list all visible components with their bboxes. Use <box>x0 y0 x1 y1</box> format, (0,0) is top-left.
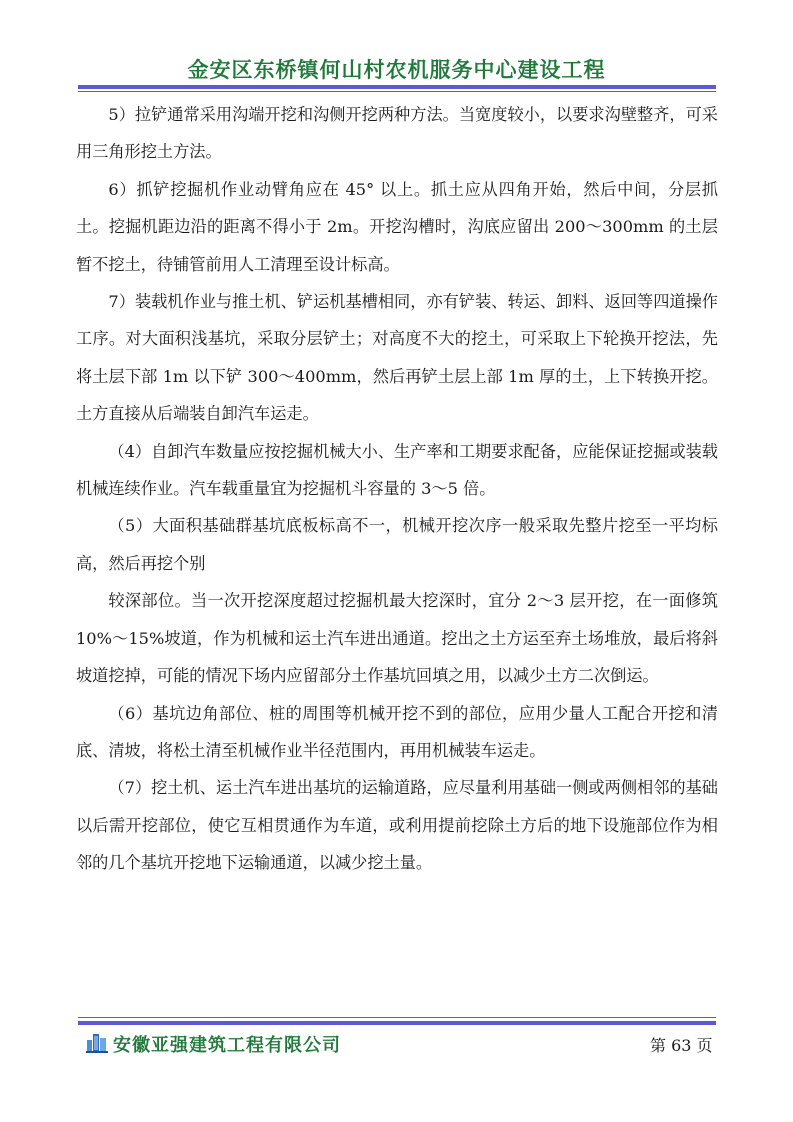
building-logo-icon <box>86 1031 108 1053</box>
header-rule-thin <box>78 91 716 92</box>
document-body <box>76 96 718 882</box>
paragraph: （6）基坑边角部位、桩的周围等机械开挖不到的部位，应用少量人工配合开挖和清底、清坡，将松土清至机械作业半径范围内，再用机械装车运走。 <box>76 703 718 760</box>
footer-rule-thin <box>78 1017 716 1018</box>
paragraph: （5）大面积基础群基坑底板标高不一，机械开挖次序一般采取先整片挖至一平均标高，然后再挖个别 <box>76 516 718 573</box>
paragraph: （4）自卸汽车数量应按挖掘机械大小、生产率和工期要求配备，应能保证挖掘或装载机械连续作业。汽车载重量宜为挖掘机斗容量的 3～5 倍。 <box>76 441 718 499</box>
paragraph: 6）抓铲挖掘机作业动臂角应在 45° 以上。抓土应从四角开始，然后中间，分层抓土。挖掘机距边沿的距离不得小于 2m。开挖沟槽时，沟底应留出 200～300mm 的土层暂不挖土，待铺管前用人工清理至设计标高。 <box>76 179 718 274</box>
header-title: 金安区东桥镇何山村农机服务中心建设工程 <box>187 58 606 82</box>
footer-rule-thick <box>78 1021 716 1025</box>
header-rule-thick <box>78 85 716 89</box>
footer-company-name: 安徽亚强建筑工程有限公司 <box>113 1035 341 1056</box>
paragraph: 5）拉铲通常采用沟端开挖和沟侧开挖两种方法。当宽度较小，以要求沟壁整齐，可采用三角形挖土方法。 <box>76 105 718 162</box>
paragraph: （7）挖土机、运土汽车进出基坑的运输道路，应尽量利用基础一侧或两侧相邻的基础以后需开挖部位，使它互相贯通作为车道，或利用提前挖除土方后的地下设施部位作为相邻的几个基坑开挖地下运输通道，以减少挖土量。 <box>76 778 718 873</box>
paragraph: 7）装载机作业与推土机、铲运机基槽相同，亦有铲装、转运、卸料、返回等四道操作工序。对大面积浅基坑，采取分层铲土；对高度不大的挖土，可采取上下轮换开挖法，先将土层下部 1m 以下铲 300～400mm，然后再铲土层上部 1m 厚的土，上下转换开挖。土方直接从后端装自卸汽车运走。 <box>76 292 718 424</box>
paragraph: 较深部位。当一次开挖深度超过挖掘机最大挖深时，宜分 2～3 层开挖，在一面修筑 10%～15%坡道，作为机械和运土汽车进出通道。挖出之土方运至弃土场堆放，最后将斜坡道挖掉，可能的情况下场内应留部分土作基坑回填之用，以减少土方二次倒运。 <box>76 591 718 686</box>
page-number: 第 63 页 <box>650 1036 713 1055</box>
